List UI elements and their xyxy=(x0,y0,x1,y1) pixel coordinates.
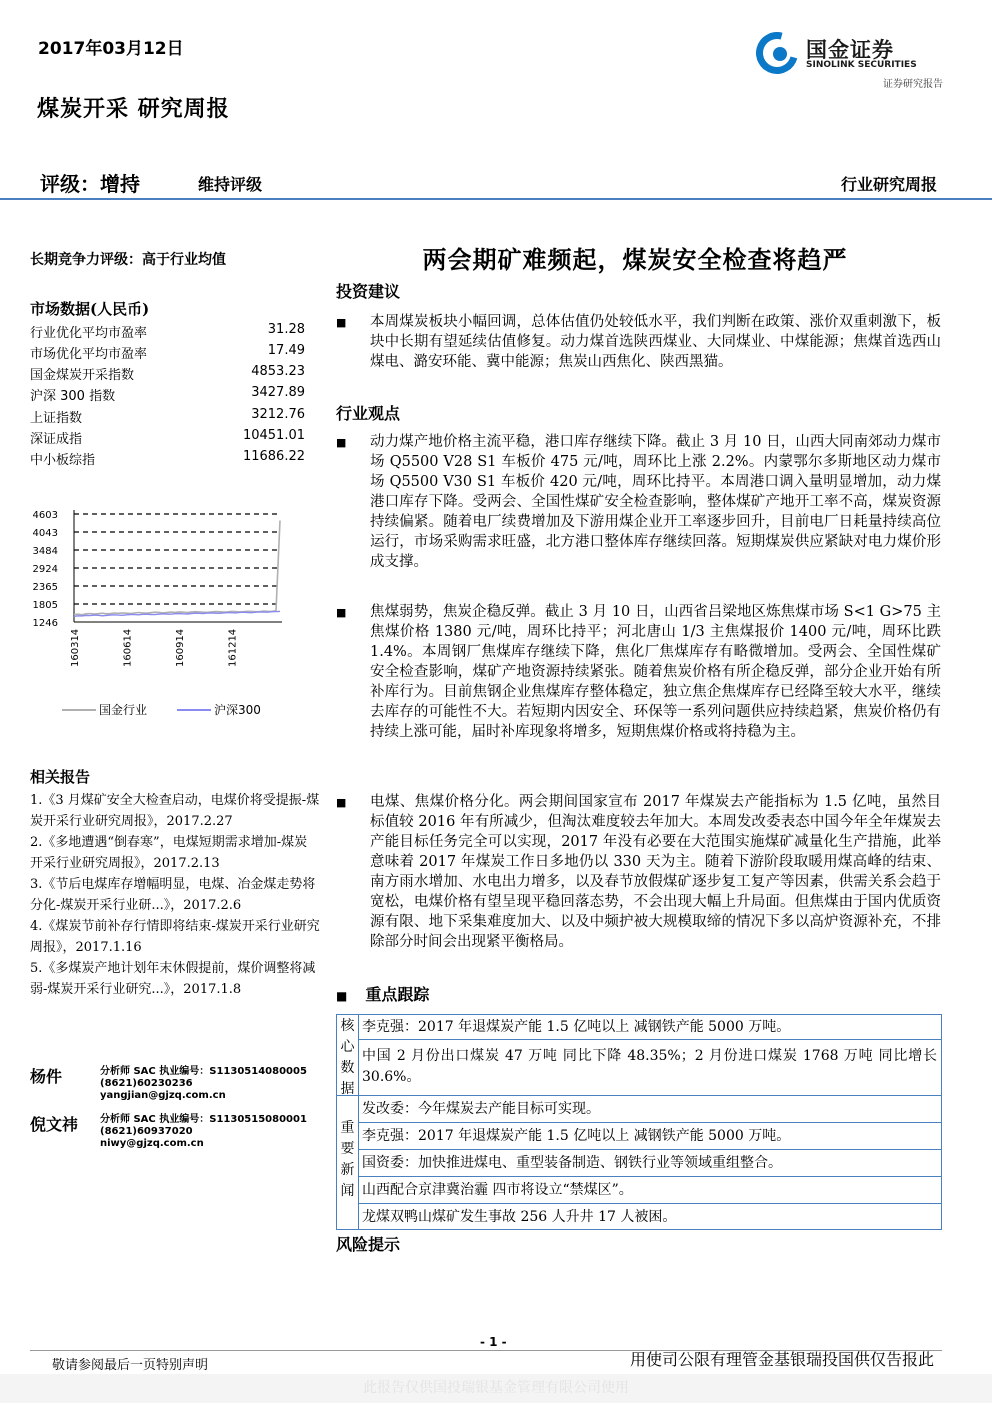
legend-label-industry: 国金行业 xyxy=(99,703,148,717)
market-label: 上证指数 xyxy=(30,411,83,426)
market-value: 31.28 xyxy=(267,322,305,337)
legend-swatch-industry xyxy=(62,709,96,711)
market-title: 市场数据(人民币) xyxy=(30,300,150,318)
analyst-sac: 分析师 SAC 执业编号：S1130515080001 xyxy=(100,1114,307,1125)
market-row xyxy=(30,449,305,470)
market-label: 中小板综指 xyxy=(30,453,96,468)
view-text-1: 动力煤产地价格主流平稳，港口库存继续下降。截止 3 月 10 日，山西大同南郊动力煤市场 Q5500 V28 S1 车板价 475 元/吨，周环比上涨 2.2%。内蒙鄂尔多斯地区动力煤市场 Q5500 V30 S1 车板价 420 元/吨，周环比持平。本周港口调入量明显增加，动力煤港口库存下降。受两会、全国性煤矿安全检查影响，整体煤矿产地开工率不高，煤炭资源持续偏紧。随着电厂续费增加及下游用煤企业开工率逐步回升，目前电厂日耗量持续高位运行，市场采购需求旺盛，北方港口整体库存继续回落。短期煤炭供应紧缺对电力煤价形成支撑。 xyxy=(370,434,941,570)
analyst-phone: (8621)60230236 xyxy=(100,1078,193,1089)
y-tick-label: 2365 xyxy=(32,582,58,593)
news-row: 发改委：今年煤炭去产能目标可实现。 xyxy=(359,1096,941,1123)
x-tick-label: 161214 xyxy=(227,628,239,667)
logo-dot-icon xyxy=(773,47,787,61)
market-value: 17.49 xyxy=(267,343,305,358)
market-row xyxy=(30,407,305,428)
view-text-2: 焦煤弱势，焦炭企稳反弹。截止 3 月 10 日，山西省吕梁地区炼焦煤市场 S<1 G>75 主焦煤价格 1380 元/吨，周环比持平；河北唐山 1/3 主焦煤报价 1400 元/吨，周环比跌 1.4%。本周钢厂焦煤库存继续下降，焦化厂焦煤库存有略微增加。受两会、全国性煤矿安全检查影响，煤矿产地资源持续紧张。随着焦炭价格有所企稳反弹，部分企业开始有所补库行为。目前焦钢企业焦煤库存整体稳定，独立焦企焦煤库存已经降至较大水平，继续去库存的可能性不大。若短期内因安全、环保等一系列问题供应持续趋紧，焦炭价格仍有持续上涨可能，届时补库现象将增多，短期焦煤价格或将持稳为主。 xyxy=(370,604,941,740)
market-label: 深证成指 xyxy=(30,432,83,447)
bullet-square-icon: ■ xyxy=(336,606,347,619)
market-row xyxy=(30,364,305,385)
legend-swatch-hs300 xyxy=(177,709,211,711)
analyst-info xyxy=(100,1114,307,1150)
invest-title: 投资建议 xyxy=(336,282,401,301)
market-value: 3427.89 xyxy=(251,385,305,400)
bullet-square-icon: ■ xyxy=(336,989,348,1003)
x-tick-label: 160614 xyxy=(122,628,134,667)
market-label: 国金煤炭开采指数 xyxy=(30,368,135,383)
footer-right: 用使司公限有理管金基银瑞投国供仅告报此 xyxy=(629,1350,934,1369)
track-title: 重点跟踪 xyxy=(365,985,430,1004)
invest-text: 本周煤炭板块小幅回调，总体估值仍处较低水平，我们判断在政策、涨价双重刺激下，板块中长期有望延续估值修复。动力煤首选陕西煤业、大同煤业、中煤能源；焦煤首选西山煤电、潞安环能、冀中能源；焦炭山西焦化、陕西黑猫。 xyxy=(370,314,941,370)
long-term-rating: 长期竞争力评级：高于行业均值 xyxy=(30,252,226,268)
market-row xyxy=(30,322,305,343)
track-table xyxy=(336,1014,942,1230)
x-tick-label: 160314 xyxy=(70,628,81,667)
market-value: 3212.76 xyxy=(251,407,305,422)
related-title: 相关报告 xyxy=(30,768,91,786)
news-label: 重要新闻 xyxy=(337,1096,359,1230)
footer-disclaimer: 敬请参阅最后一页特别声明 xyxy=(52,1358,209,1373)
track-title-row xyxy=(336,982,429,1005)
market-label: 市场优化平均市盈率 xyxy=(30,347,148,362)
analyst-email[interactable]: niwy@gjzq.com.cn xyxy=(100,1138,204,1149)
related-report-link[interactable]: 5.《多煤炭产地计划年末休假提前，煤价调整将减弱-煤炭开采行业研究...》，2017.1.8 xyxy=(30,961,316,997)
related-report-link[interactable]: 1.《3 月煤矿安全大检查启动，电煤价将受提振-煤炭开采行业研究周报》，2017.2.27 xyxy=(30,793,320,829)
report-type: 行业研究周报 xyxy=(840,175,937,194)
header-divider xyxy=(0,198,992,200)
x-tick-label: 160914 xyxy=(175,628,187,667)
related-report-link[interactable]: 3.《节后电煤库存增幅明显，电煤、冶金煤走势将分化-煤炭开采行业研...》，2017.2.6 xyxy=(30,877,316,913)
related-report-link[interactable]: 2.《多地遭遇“倒春寒”，电煤短期需求增加-煤炭开采行业研究周报》，2017.2.13 xyxy=(30,835,308,871)
logo-en: SINOLINK SECURITIES xyxy=(806,60,917,70)
index-chart xyxy=(28,492,318,692)
analyst-sac: 分析师 SAC 执业编号：S1130514080005 xyxy=(100,1066,307,1077)
footer-watermark: 此报告仅供国投瑞银基金管理有限公司使用 xyxy=(0,1374,992,1403)
core-row: 李克强：2017 年退煤炭产能 1.5 亿吨以上 减钢铁产能 5000 万吨。 xyxy=(359,1015,941,1040)
company-logo xyxy=(756,30,951,90)
market-value: 10451.01 xyxy=(242,428,305,443)
chart-legend xyxy=(62,701,322,719)
y-tick-label: 2924 xyxy=(32,564,58,576)
market-row xyxy=(30,428,305,449)
logo-cn: 国金证券 xyxy=(806,38,894,62)
view-text-3: 电煤、焦煤价格分化。两会期间国家宣布 2017 年煤炭去产能指标为 1.5 亿吨，虽然目标值较 2016 年有所减少，但淘汰难度较去年加大。本周发改委表态中国今年全年煤炭去产能目标任务完全可以实现，2017 年没有必要在大范围实施煤矿减量化生产措施，此举意味着 2017 年煤炭工作日多地仍以 330 天为主。随着下游阶段取暖用煤高峰的结束、南方雨水增加、水电出力增多，以及春节放假煤矿逐步复工复产等因素，供需关系会趋于宽松，电煤价格有望呈现平稳回落态势，不会出现大幅上升局面。但焦煤由于国内优质资源有限、地下采集难度加大、以及中频护被大规模取缔的情况下多以高炉资源补充，不排除部分时间会出现紧平衡格局。 xyxy=(370,794,941,950)
news-row: 龙煤双鸭山煤矿发生事故 256 人升井 17 人被困。 xyxy=(362,1209,677,1225)
page-title: 两会期矿难频起，煤炭安全检查将趋严 xyxy=(422,245,848,274)
report-name: 煤炭开采 研究周报 xyxy=(37,96,230,122)
y-tick-label: 4603 xyxy=(32,510,58,521)
analyst-phone: (8621)60937020 xyxy=(100,1126,193,1137)
bullet-square-icon: ■ xyxy=(336,316,347,329)
analyst-name: 倪文祎 xyxy=(30,1115,79,1134)
market-value: 4853.23 xyxy=(251,364,305,379)
analyst-email[interactable]: yangjian@gjzq.com.cn xyxy=(100,1090,226,1101)
related-report-link[interactable]: 4.《煤炭节前补存行情即将结束-煤炭开采行业研究周报》，2017.1.16 xyxy=(30,919,320,955)
news-row: 国资委：加快推进煤电、重型装备制造、钢铁行业等领域重组整合。 xyxy=(359,1150,941,1177)
report-date: 2017年03月12日 xyxy=(38,39,184,59)
logo-sub: 证券研究报告 xyxy=(883,79,943,90)
analyst-name: 杨件 xyxy=(30,1067,63,1086)
y-tick-label: 3484 xyxy=(32,546,58,557)
risk-title: 风险提示 xyxy=(336,1235,401,1254)
page-number: - 1 - xyxy=(480,1335,507,1349)
rating: 评级：增持 xyxy=(40,172,140,196)
news-row: 李克强：2017 年退煤炭产能 1.5 亿吨以上 减钢铁产能 5000 万吨。 xyxy=(359,1123,941,1150)
market-value: 11686.22 xyxy=(242,449,305,464)
news-row: 山西配合京津冀治霾 四市将设立“禁煤区”。 xyxy=(359,1177,941,1204)
core-row: 中国 2 月份出口煤炭 47 万吨 同比下降 48.35%；2 月份进口煤炭 1768 万吨 同比增长 30.6%。 xyxy=(362,1048,937,1085)
core-data-label: 核心数据 xyxy=(337,1015,359,1095)
y-tick-label: 1805 xyxy=(32,600,58,612)
market-row xyxy=(30,343,305,364)
market-row xyxy=(30,385,305,406)
rating-sub: 维持评级 xyxy=(198,175,263,194)
legend-label-hs300: 沪深300 xyxy=(214,703,261,717)
market-label: 行业优化平均市盈率 xyxy=(30,326,148,341)
view-title: 行业观点 xyxy=(336,404,401,423)
analyst-info xyxy=(100,1066,307,1102)
y-tick-label: 4043 xyxy=(32,528,58,540)
bullet-square-icon: ■ xyxy=(336,436,347,449)
y-tick-label: 1246 xyxy=(32,618,58,629)
market-label: 沪深 300 指数 xyxy=(30,389,116,404)
bullet-square-icon: ■ xyxy=(336,796,347,809)
